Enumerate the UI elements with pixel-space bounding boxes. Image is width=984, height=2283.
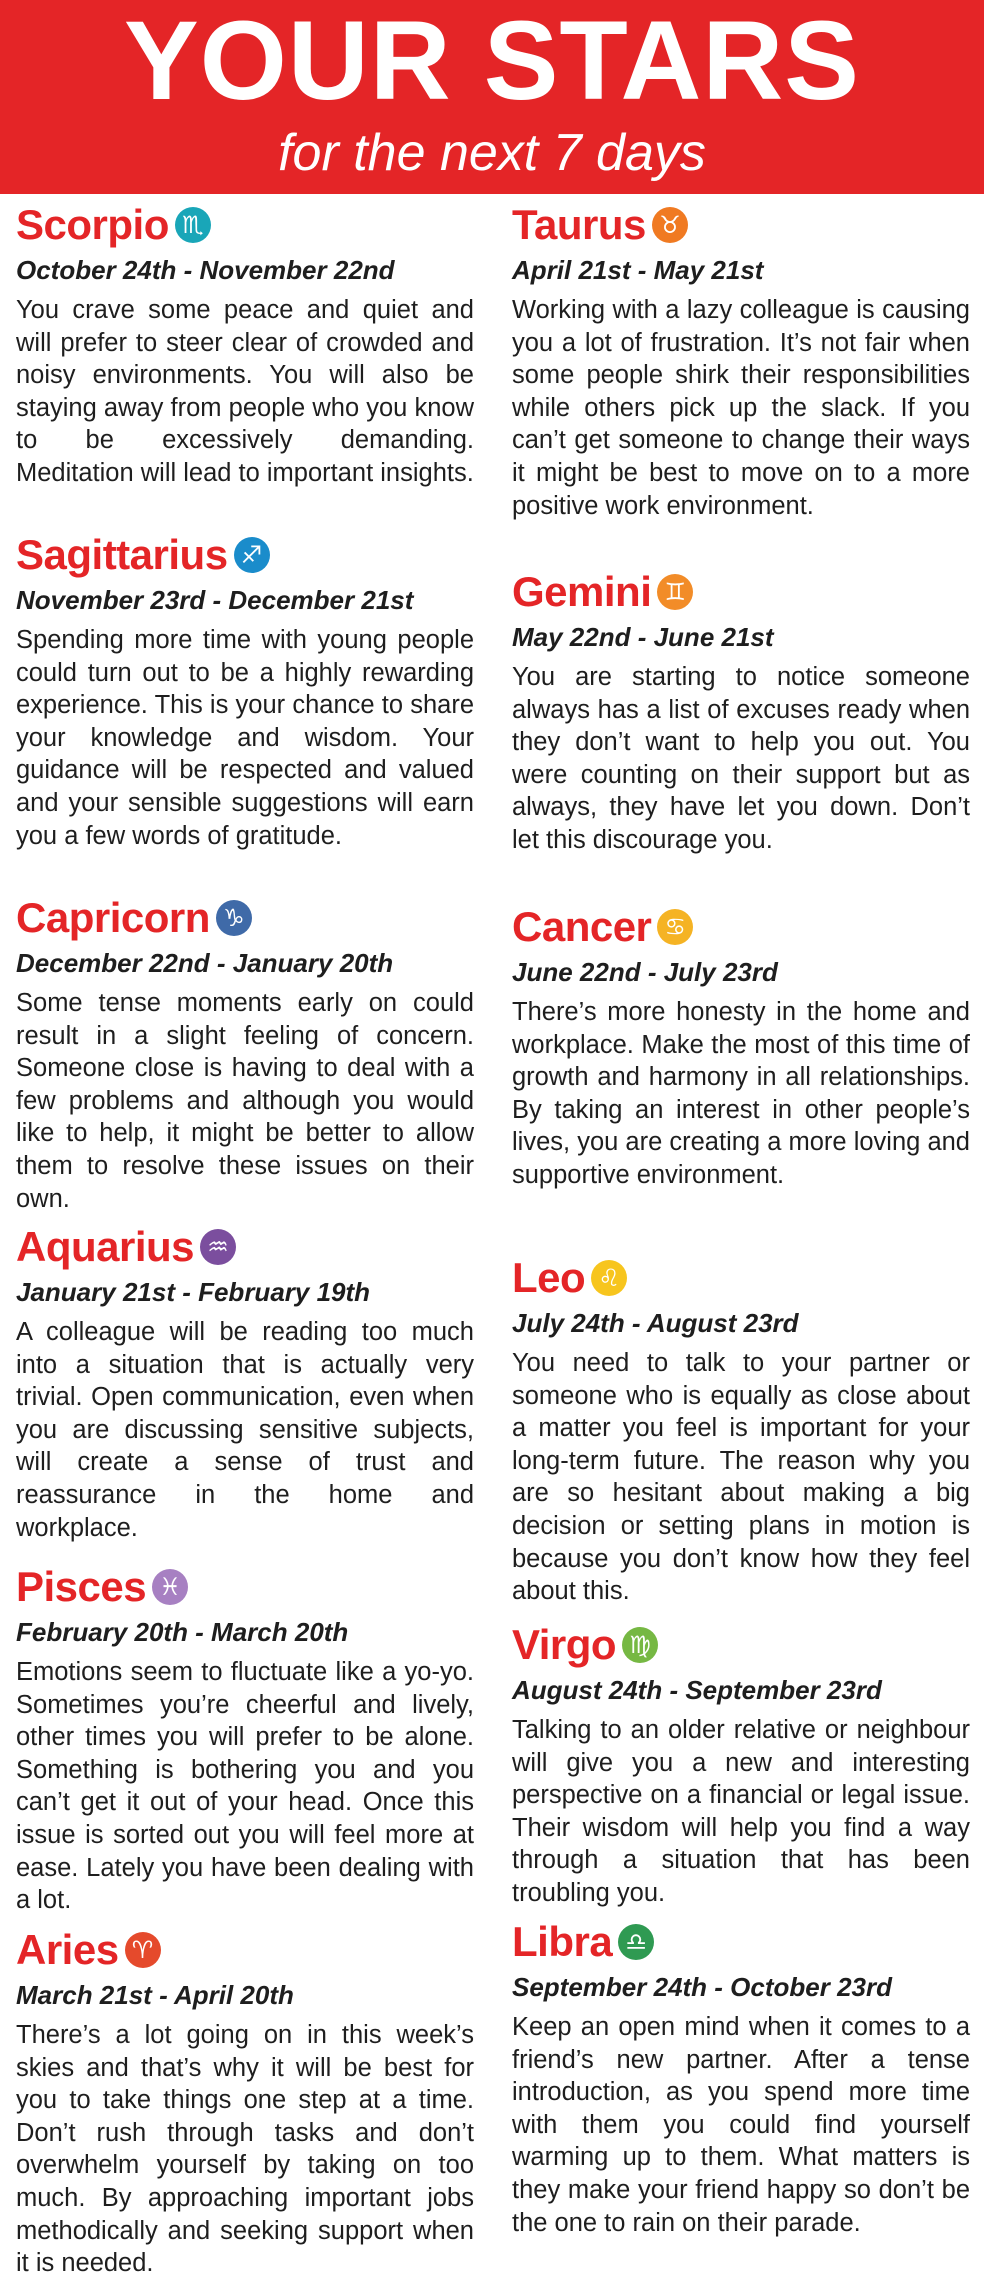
sign-taurus	[512, 200, 970, 522]
sign-text: There’s more honesty in the home and workplace. Make the most of this time of growth and harmony in all relationships. By taking an interest in other people’s lives, you are creating a more loving and supportive environment.	[512, 998, 970, 1189]
sign-name: Cancer	[512, 903, 652, 950]
pisces-icon: ♓	[152, 1569, 188, 1605]
sign-name: Libra	[512, 1918, 613, 1965]
sign-name: Sagittarius	[16, 531, 228, 578]
sign-cancer	[512, 902, 970, 1192]
sign-dates: September 24th - October 23rd	[512, 1972, 892, 2002]
capricorn-icon: ♑	[216, 900, 252, 936]
sign-dates: August 24th - September 23rd	[512, 1675, 882, 1705]
sign-sagittarius	[16, 530, 474, 852]
sign-dates: July 24th - August 23rd	[512, 1308, 799, 1338]
aquarius-icon: ♒	[200, 1229, 236, 1265]
sign-capricorn	[16, 893, 474, 1215]
sign-text: A colleague will be reading too much into a situation that is actually very trivial. Open communication, even when you are discussing sensitive subjects, will create a sense of trust and reassurance in the home and workplace.	[16, 1318, 474, 1542]
sign-aquarius	[16, 1222, 474, 1544]
sagittarius-icon: ♐	[234, 537, 270, 573]
sign-text: There’s a lot going on in this week’s skies and that’s why it will be best for you to take things one step at a time. Don’t rush through tasks and don’t overwhelm yourself by taking on too much. By approaching important jobs methodically and seeking support when it is needed.	[16, 2021, 474, 2278]
sign-name: Aquarius	[16, 1223, 195, 1270]
sign-text: You are starting to notice someone always has a list of excuses ready when they don’t want to help you out. You were counting on their support but as always, they have let you down. Don’t let this discourage you.	[512, 663, 970, 854]
sign-name: Aries	[16, 1926, 119, 1973]
sign-dates: March 21st - April 20th	[16, 1980, 294, 2010]
sign-name: Gemini	[512, 568, 652, 615]
sign-libra	[512, 1917, 970, 2239]
sign-text: You crave some peace and quiet and will prefer to steer clear of crowded and noisy environments. You will also be staying away from people who you know to be excessively demanding. Meditation will lead to important insights.	[16, 296, 474, 487]
sign-text: Keep an open mind when it comes to a friend’s new partner. After a tense introduction, as you spend more time with them you could find yourself warming up to them. What matters is they make your friend happy so don’t be the one to rain on their parade.	[512, 2013, 970, 2237]
sign-leo	[512, 1253, 970, 1608]
sign-virgo	[512, 1620, 970, 1910]
sign-dates: December 22nd - January 20th	[16, 948, 394, 978]
sign-name: Capricorn	[16, 894, 210, 941]
sign-dates: January 21st - February 19th	[16, 1277, 371, 1307]
header-banner	[0, 0, 984, 194]
sign-dates: June 22nd - July 23rd	[512, 957, 778, 987]
page-title: YOUR STARS	[124, 0, 860, 123]
virgo-icon: ♍	[622, 1627, 658, 1663]
sign-text: Spending more time with young people could turn out to be a highly rewarding experience. This is your chance to share your knowledge and wisdom. Your guidance will be respected and valued and your sensible suggestions will earn you a few words of gratitude.	[16, 626, 474, 850]
sign-name: Leo	[512, 1254, 586, 1301]
sign-text: You need to talk to your partner or someone who is equally as close about a matter you feel is important for your long-term future. The reason why you are so hesitant about making a big decision or setting plans in motion is because you don’t know how they feel about this.	[512, 1349, 970, 1606]
sign-text: Emotions seem to fluctuate like a yo-yo. Sometimes you’re cheerful and lively, other times you will prefer to be alone. Something is bothering you and you can’t get it out of your head. Once this issue is sorted out you will feel more at ease. Lately you have been dealing with a lot.	[16, 1658, 474, 1915]
sign-aries	[16, 1925, 474, 2280]
cancer-icon: ♋	[657, 909, 693, 945]
sign-scorpio	[16, 200, 474, 490]
sign-gemini	[512, 567, 970, 857]
leo-icon: ♌	[591, 1260, 627, 1296]
sign-dates: February 20th - March 20th	[16, 1617, 349, 1647]
sign-pisces	[16, 1562, 474, 1917]
sign-text: Some tense moments early on could result in a slight feeling of concern. Someone close is having to deal with a few problems and although you would like to help, it might be better to allow them to resolve these issues on their own.	[16, 989, 474, 1213]
sign-dates: May 22nd - June 21st	[512, 622, 774, 652]
sign-dates: November 23rd - December 21st	[16, 585, 414, 615]
sign-name: Virgo	[512, 1621, 617, 1668]
aries-icon: ♈	[125, 1932, 161, 1968]
scorpio-icon: ♏	[175, 207, 211, 243]
sign-text: Working with a lazy colleague is causing you a lot of frustration. It’s not fair when some people shirk their responsibilities while others pick up the slack. If you can’t get someone to change their ways it might be best to move on to a more positive work environment.	[512, 296, 970, 520]
taurus-icon: ♉	[652, 207, 688, 243]
sign-dates: October 24th - November 22nd	[16, 255, 395, 285]
sign-name: Pisces	[16, 1563, 147, 1610]
sign-name: Scorpio	[16, 201, 169, 248]
sign-text: Talking to an older relative or neighbour will give you a new and interesting perspective on a financial or legal issue. Their wisdom will help you find a way through a situation that has been troubling you.	[512, 1716, 970, 1907]
sign-dates: April 21st - May 21st	[512, 255, 764, 285]
sign-name: Taurus	[512, 201, 646, 248]
libra-icon: ♎	[618, 1924, 654, 1960]
gemini-icon: ♊	[657, 574, 693, 610]
page-subtitle: for the next 7 days	[278, 124, 706, 182]
